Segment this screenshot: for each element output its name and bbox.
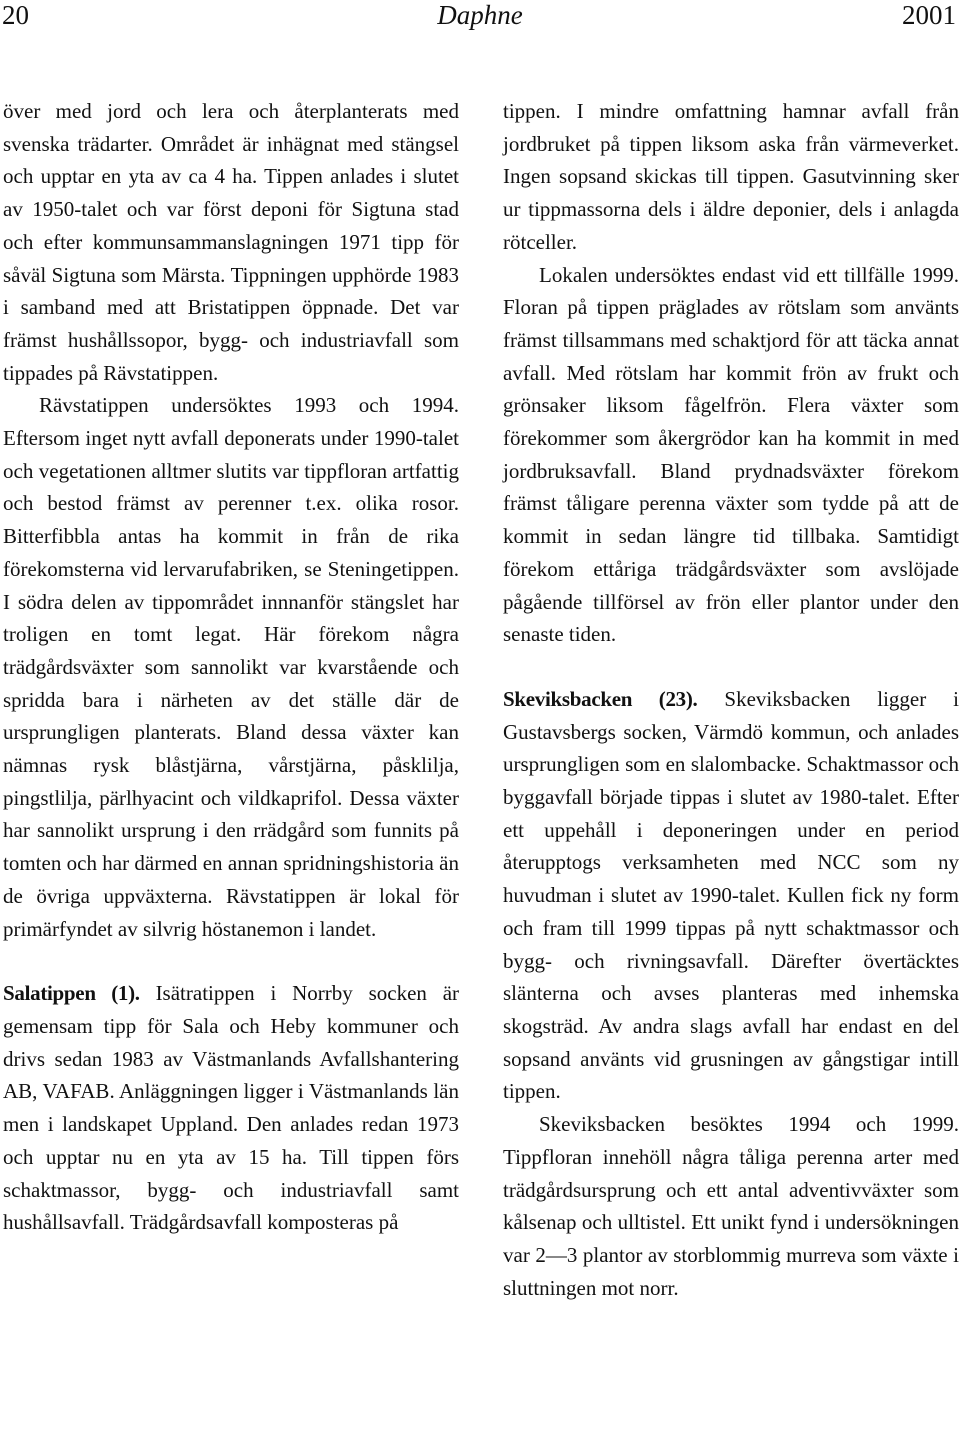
section-heading-skeviksbacken: Skeviksbacken (23). [503, 686, 698, 711]
paragraph-skeviksbacken-text: Skeviksbacken ligger i Gustavsbergs socken, Värmdö kommun, och anlades ursprungligen som en slalombacke. Schaktmassor och byggavfall började tippas i slutet av 1980-talet. Efter ett uppehåll i deponeringen under en period återupptogs verksamheten med NCC som ny huvudman i slutet av 1990-talet. Kullen fick ny form och fram till 1999 tippas på nytt schaktmassor och bygg- och rivningsavfall. Därefter övertäcktes slänterna och avses planteras med inhemska skogsträd. Av andra slags avfall har endast en del sopsand använts vid grusningen av gångstigar intill tippen. [503, 686, 959, 1104]
publication-year: 2001 [902, 0, 956, 30]
paragraph-skeviksbacken-survey: Skeviksbacken besöktes 1994 och 1999. Tippfloran innehöll några tåliga perenna arter med trädgårdsursprung och ett antal adventivväxter som kålsenap och ulltistel. Ett unikt fynd i undersökningen var 2—3 plantor av storblommig murreva som växte i sluttningen mot norr. [503, 1112, 959, 1300]
paragraph-skeviksbacken [503, 683, 959, 1108]
paragraph-ravstatippen-description: över med jord och lera och återplanterats med svenska trädarter. Området är inhägnat med stängsel och upptar en yta av ca 4 ha. Tippen anlades i slutet av 1950-talet och var först deponi för Sigtuna stad och efter kommunsammanslagningen 1971 tipp för såväl Sigtuna som Märsta. Tippningen upphörde 1983 i samband med att Bristatippen öppnade. Det var främst hushållssopor, bygg- och industriavfall som tippades på Rävstatippen. [3, 99, 459, 385]
paragraph-salatippen-survey: Lokalen undersöktes endast vid ett tillfälle 1999. Floran på tippen präglades av rötslam som använts främst tillsammans med schaktjord för att täcka annat avfall. Med rötslam har kommit frön av frukt och grönsaker liksom fågelfrön. Flera växter som förekommer som åkergrödor kan ha kommit in med jordbruksavfall. Bland prydnadsväxter förekom främst tåligare perenna växter som tydde på att de kommit in sedan längre tid tillbaka. Samtidigt förekom ettåriga trädgårdsväxter som avslöjade pågående tillförsel av frön eller plantor under den senaste tiden. [503, 262, 959, 647]
right-column [503, 95, 959, 1304]
left-column [3, 95, 459, 1239]
paragraph-salatippen-text: Isätratippen i Norrby socken är gemensam tipp för Sala och Heby kommuner och drivs sedan 1983 av Västmanlands Avfallshantering AB, VAFAB. Anläggningen ligger i Västmanlands län men i landskapet Uppland. Den anlades redan 1973 och upptar nu en yta av 15 ha. Till tippen förs schaktmassor, bygg- och industriavfall samt hushållsavfall. Trädgårdsavfall komposteras på [3, 981, 460, 1235]
paragraph-salatippen-continued: tippen. I mindre omfattning hamnar avfall från jordbruket på tippen liksom aska från värmeverket. Ingen sopsand skickas till tippen. Gasutvinning sker ur tippmassorna dels i äldre deponier, dels i anlagda rötceller. [503, 99, 959, 254]
paragraph-salatippen [3, 977, 459, 1239]
paragraph-ravstatippen-survey: Rävstatippen undersöktes 1993 och 1994. Eftersom inget nytt avfall deponerats under 1990-talet och vegetationen alltmer slutits var tippfloran artfattig och bestod främst av perenner t.ex. olika rosor. Bitterfibbla antas ha kommit in från de rika förekomsterna vid lervarufabriken, se Steningetippen. I södra delen av tippområdet innnanför stängslet har troligen en tomt legat. Här förekom några trädgårdsväxter som sannolikt var kvarstående och spridda bara i närheten av det ställe där de ursprungligen planterats. Bland dessa växter kan nämnas rysk blåstjärna, vårstjärna, påsklilja, pingstlilja, pärlhyacint och vildkaprifol. Dessa växter har sannolikt ursprung i den rrädgård som funnits på tomten och har därmed en annan spridningshistoria än de övriga uppväxterna. Rävstatippen är lokal för primärfyndet av silvrig höstanemon i landet. [3, 393, 459, 941]
page-header [0, 0, 960, 40]
journal-title: Daphne [437, 0, 523, 30]
section-heading-salatippen: Salatippen (1). [3, 981, 140, 1006]
page-number: 20 [2, 0, 29, 30]
